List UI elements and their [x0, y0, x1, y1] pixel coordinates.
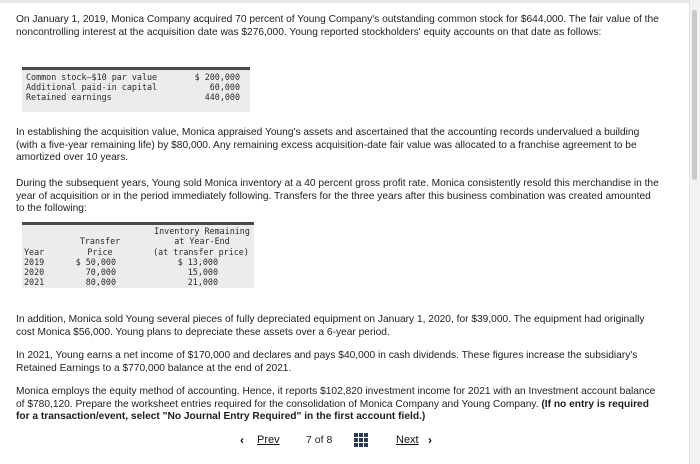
page-indicator: [306, 434, 332, 446]
next-button[interactable]: Next: [396, 434, 419, 446]
equity-value: 440,000: [204, 92, 240, 102]
equity-method-paragraph: [16, 386, 661, 422]
page-total: 8: [326, 434, 333, 446]
grid-icon[interactable]: [354, 433, 368, 447]
appraisal-paragraph: In establishing the acquisition value, Monica appraised Young's assets and ascertained that the accounting records undervalued a building (with a five-year remaining life) by $80,000. Any remaining excess acquisition-date fair value was allocated to a franchise agreement to be amortized over 10 years.: [16, 127, 640, 163]
year-cell: 2020: [24, 267, 45, 277]
equipment-paragraph: In addition, Monica sold Young several pieces of fully depreciated equipment on January 1, 2020, for $39,000. The equipment had originally cost Monica $56,000. Young plans to depreciate these assets over a 6-year period.: [16, 314, 645, 338]
equity-method-text: Monica employs the equity method of accounting. Hence, it reports $102,820 investment income for 2021 with an Investment account balance of $780,120. Prepare the worksheet entries required for the consolidation of Monica Company and Young Company.: [16, 386, 656, 410]
remaining-cell: $ 13,000: [177, 257, 218, 267]
page-current: 7: [306, 434, 312, 446]
remaining-cell: 15,000: [187, 267, 218, 277]
inventory-paragraph: During the subsequent years, Young sold Monica inventory at a 40 percent gross profit rate. Monica consistently resold this merchandise in the year of acquisition or in the period immediately following. Transfers for the three years after this business combination was created amounted to the following:: [16, 178, 659, 214]
transfer-header: Transfer: [79, 236, 121, 246]
transfer-header: Price: [87, 247, 113, 257]
price-cell: 70,000: [85, 267, 116, 277]
chevron-left-icon[interactable]: ‹: [240, 433, 244, 447]
scrollbar-thumb[interactable]: [692, 10, 697, 180]
price-cell: $ 50,000: [75, 257, 116, 267]
pagination-bar: [0, 426, 680, 456]
chevron-right-icon[interactable]: ›: [428, 433, 432, 447]
scrollbar[interactable]: [689, 0, 700, 464]
income-paragraph: In 2021, Young earns a net income of $170,000 and declares and pays $40,000 in cash dividends. These figures increase the subsidiary's Retained Earnings to a $770,000 balance at the end of 2021.: [16, 350, 638, 374]
top-divider: [0, 0, 690, 3]
page-of: of: [314, 434, 324, 446]
equity-label: Common stock—$10 par value: [26, 72, 158, 82]
equity-label: Additional paid-in capital: [26, 82, 158, 92]
instruction-text: (If no entry is required for a transaction/event, select "No Journal Entry Required" in the first account field.): [16, 398, 649, 422]
intro-paragraph: On January 1, 2019, Monica Company acquired 70 percent of Young Company's outstanding common stock for $644,000. The fair value of the noncontrolling interest at the acquisition date was $276,000. Young reported stockholders' equity accounts on that date as follows:: [16, 14, 659, 38]
price-cell: 80,000: [85, 277, 116, 287]
equity-value: $ 200,000: [194, 72, 240, 82]
year-cell: 2021: [24, 277, 45, 287]
equity-label: Retained earnings: [26, 92, 112, 102]
table-top-rule: [22, 222, 254, 225]
year-header: Year: [24, 247, 45, 257]
inventory-table: [22, 222, 254, 288]
year-cell: 2019: [24, 257, 45, 267]
table-top-rule: [22, 67, 250, 70]
inv-header: (at transfer price): [153, 247, 249, 257]
remaining-cell: 21,000: [187, 277, 218, 287]
prev-button[interactable]: Prev: [257, 434, 280, 446]
equity-table: [22, 67, 250, 112]
equity-value: 60,000: [209, 82, 240, 92]
inv-header: at Year-End: [174, 236, 230, 246]
inv-header: Inventory Remaining: [154, 226, 250, 236]
